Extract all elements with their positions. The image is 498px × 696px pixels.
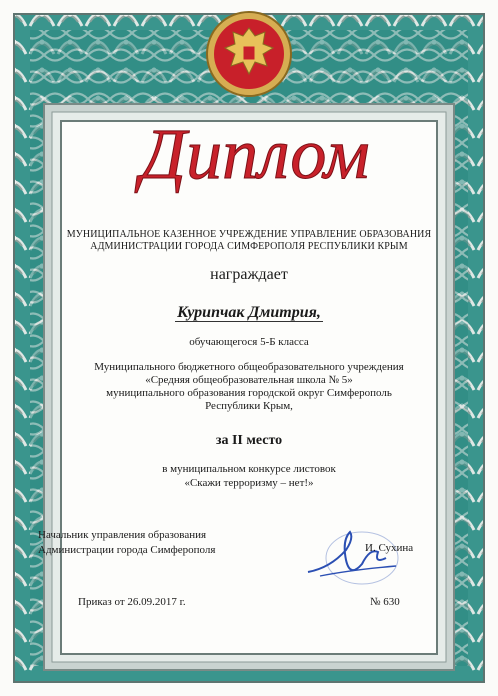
school-line-3: муниципального образования городской округ Симферополь — [106, 387, 392, 399]
signatory-name: И. Сухина — [365, 542, 414, 554]
title-text: Диплом — [140, 114, 370, 194]
organization-header — [60, 229, 438, 253]
contest-block — [60, 462, 438, 490]
order-number: № 630 — [370, 596, 400, 608]
recipient-name-text: Курипчак Дмитрия, — [177, 304, 321, 321]
signatory-line-2: Администрации города Симферополя — [38, 544, 216, 556]
recipient-name — [60, 304, 438, 322]
coat-of-arms-icon — [205, 10, 293, 98]
awards-text: награждает — [210, 266, 288, 283]
signatory-title — [38, 528, 215, 558]
organization-line-2: АДМИНИСТРАЦИИ ГОРОДА СИМФЕРОПОЛЯ РЕСПУБЛИКИ КРЫМ — [90, 241, 408, 252]
contest-line-2: «Скажи терроризму – нет!» — [184, 477, 314, 489]
signatory-line-1: Начальник управления образования — [38, 529, 207, 541]
diploma-title — [100, 108, 410, 196]
school-line-2: «Средняя общеобразовательная школа № 5» — [145, 374, 353, 386]
signature-stamp-icon — [300, 520, 410, 590]
place-award: за II место — [215, 433, 283, 448]
student-line: обучающегося 5-Б класса — [189, 336, 309, 348]
contest-line-1: в муниципальном конкурсе листовок — [162, 463, 336, 475]
school-block — [60, 361, 438, 413]
organization-line-1: МУНИЦИПАЛЬНОЕ КАЗЕННОЕ УЧРЕЖДЕНИЕ УПРАВЛЕНИЕ ОБРАЗОВАНИЯ — [66, 229, 432, 240]
order-date: Приказ от 26.09.2017 г. — [78, 596, 186, 608]
school-line-1: Муниципального бюджетного общеобразовательного учреждения — [94, 361, 404, 373]
school-line-4: Республики Крым, — [205, 400, 293, 412]
